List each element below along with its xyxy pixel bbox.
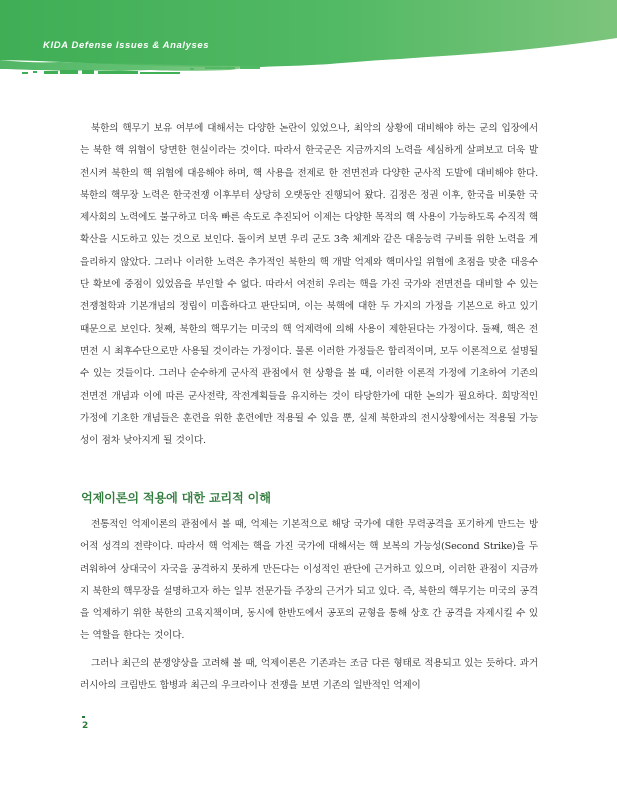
page-number: 2 [82, 720, 89, 731]
publication-title: KIDA Defense Issues & Analyses [43, 40, 210, 51]
body-paragraph: 전통적인 억제이론의 관점에서 볼 때, 억제는 기본적으로 해당 국가에 대한 무력공격을 포기하게 만드는 방어적 성격의 전략이다. 따라서 핵 억제는 핵을 가진 국가에 대해서는 핵 보복의 가능성(Second Strike)을 두려워하여 상대국이 자국을 공격하지 못하게 만든다는 이성적인 판단에 근거하고 있으며, 이러한 관점이 지금까지 북한의 핵무장을 설명하고자 하는 일부 전문가들 주장의 근거가 되고 있다. 즉, 북한의 핵무기는 미국의 공격을 억제하기 위한 북한의 고육지책이며, 동시에 한반도에서 공포의 균형을 통해 상호 간 공격을 자제시킬 수 있는 역할을 한다는 것이다. [80, 519, 538, 642]
page-number-dash-divider [82, 716, 85, 718]
page-header-banner [0, 0, 617, 90]
body-paragraph: 그러나 최근의 분쟁양상을 고려해 볼 때, 억제이론은 기존과는 조금 다른 형태로 적용되고 있는 듯하다. 과거 러시아의 크림반도 합병과 최근의 우크라이나 전쟁을 보면 기존의 일반적인 억제이 [80, 658, 538, 692]
body-section-deterrence-continued [80, 653, 538, 698]
section-heading: 억제이론의 적용에 대한 교리적 이해 [81, 491, 271, 505]
body-section-intro [80, 118, 538, 452]
body-section-deterrence [80, 514, 538, 648]
body-paragraph: 북한의 핵무기 보유 여부에 대해서는 다양한 논란이 있었으나, 최악의 상황에 대비해야 하는 군의 입장에서는 북한 핵 위협이 당면한 현실이라는 것이다. 따라서 한국군은 지금까지의 노력을 세심하게 살펴보고 더욱 발전시켜 북한의 핵 위협에 대응해야 하며, 핵 사용을 전제로 한 전면전과 다양한 군사적 도발에 대비해야 한다. 북한의 핵무장 노력은 한국전쟁 이후부터 상당히 오랫동안 진행되어 왔다. 김정은 정권 이후, 한국을 비롯한 국제사회의 노력에도 불구하고 더욱 빠른 속도로 추진되어 이제는 다양한 목적의 핵 사용이 가능하도록 수직적 핵확산을 시도하고 있는 것으로 보인다. 돌이켜 보면 우리 군도 3축 체계와 같은 대응능력 구비를 위한 노력을 게을리하지 않았다. 그러나 이러한 노력은 추가적인 북한의 핵 개발 억제와 핵미사일 위협에 초점을 맞춘 대응수단 확보에 중점이 있었음을 부인할 수 없다. 따라서 여전히 우리는 핵을 가진 국가와 전면전을 대비할 수 있는 전쟁철학과 기본개념의 정립이 미흡하다고 판단되며, 이는 북핵에 대한 두 가지의 가정을 기본으로 하고 있기 때문으로 보인다. 첫째, 북한의 핵무기는 미국의 핵 억제력에 의해 사용이 제한된다는 가정이다. 둘째, 핵은 전면전 시 최후수단으로만 사용될 것이라는 가정이다. 물론 이러한 가정들은 합리적이며, 모두 이론적으로 설명될 수 있는 것들이다. 그러나 순수하게 군사적 관점에서 현 상황을 볼 때, 이러한 이론적 가정에 기초하여 기존의 전면전 개념과 이에 따른 군사전략, 작전계획들을 유지하는 것이 타당한가에 대한 논의가 필요하다. 희망적인 가정에 기초한 개념들은 훈련을 위한 훈련에만 적용될 수 있을 뿐, 실제 북한과의 전시상황에서는 적용될 가능성이 점차 낮아지게 될 것이다. [80, 123, 538, 447]
page-footer [82, 716, 88, 731]
